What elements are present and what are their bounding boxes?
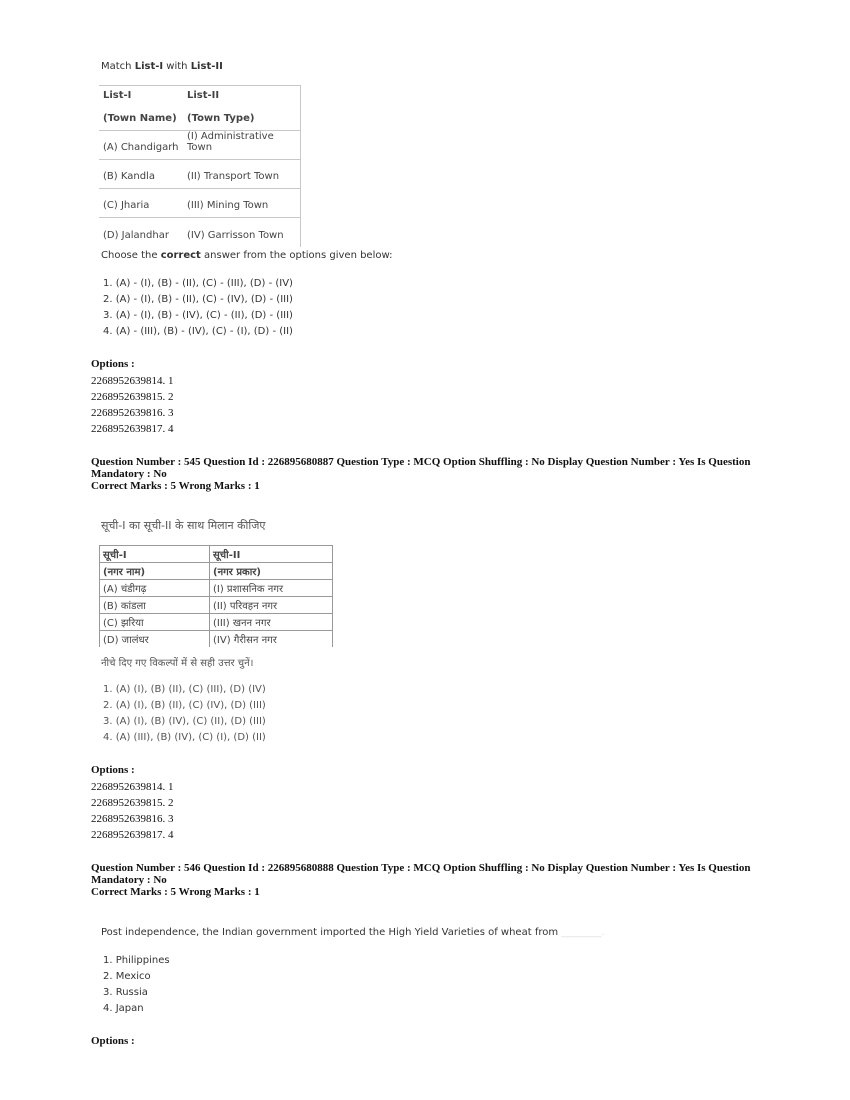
table-row (99, 218, 301, 247)
list-item: 2. (A) (I), (B) (II), (C) (IV), (D) (III) (103, 700, 266, 711)
choose-text: Choose the (101, 250, 161, 261)
table-header-cell: List-II (187, 90, 220, 101)
instruction-list2: List-II (190, 61, 223, 72)
table-cell: (III) Mining Town (183, 189, 301, 218)
table-cell: (III) खनन नगर (210, 614, 333, 631)
instruction-text: Match (101, 61, 135, 72)
options-list (91, 373, 174, 437)
option-item: 2268952639816. 3 (91, 813, 174, 825)
table-cell: (II) Transport Town (183, 160, 301, 189)
question-header-545 (91, 456, 791, 492)
option-item: 2268952639817. 4 (91, 829, 174, 841)
option-item: 2268952639814. 1 (91, 375, 174, 387)
table-cell: (D) जालंधर (100, 631, 210, 648)
instruction-list1: List-I (134, 61, 164, 72)
table-row (100, 597, 333, 614)
table-cell: (B) कांडला (100, 597, 210, 614)
table-row (99, 131, 301, 160)
choose-text: answer from the options given below: (200, 250, 393, 261)
answer-list-hindi (103, 682, 266, 746)
table-cell: (A) Chandigarh (99, 131, 183, 160)
question-marks: Correct Marks : 5 Wrong Marks : 1 (91, 886, 260, 898)
question-header-546 (91, 862, 791, 898)
hindi-choose-instruction: नीचे दिए गए विकल्पों में से सही उत्तर चुनें। (101, 658, 254, 669)
list-item: 3. (A) - (I), (B) - (IV), (C) - (II), (D) - (III) (103, 310, 293, 321)
table-subheader-cell: (Town Name) (99, 113, 183, 131)
question-meta: Mandatory : No (91, 874, 167, 886)
option-item: 2268952639815. 2 (91, 391, 174, 403)
table-header-cell: सूची-I (100, 546, 210, 563)
option-item: 2268952639814. 1 (91, 781, 174, 793)
table-cell: (IV) Garrisson Town (187, 229, 284, 241)
table-cell: (C) झरिया (100, 614, 210, 631)
table-row (99, 189, 301, 218)
options-label: Options : (91, 764, 135, 776)
table-row (99, 160, 301, 189)
match-table-english (99, 85, 301, 247)
options-list (91, 779, 174, 843)
question-text-546 (101, 927, 604, 938)
list-item: 4. (A) (III), (B) (IV), (C) (I), (D) (II) (103, 732, 266, 743)
list-item: 2. (A) - (I), (B) - (II), (C) - (IV), (D) - (III) (103, 294, 293, 305)
list-item: 2. Mexico (103, 971, 151, 982)
question-text: Post independence, the Indian government imported the High Yield Varieties of wheat from (101, 927, 559, 938)
table-row (100, 631, 333, 648)
options-label: Options : (91, 1035, 135, 1047)
table-cell: (I) प्रशासनिक नगर (210, 580, 333, 597)
question-marks: Correct Marks : 5 Wrong Marks : 1 (91, 480, 260, 492)
table-cell: (C) Jharia (99, 189, 183, 218)
question-blank: ________. (561, 927, 605, 938)
table-cell: (IV) गैरीसन नगर (210, 631, 333, 648)
table-row (100, 614, 333, 631)
table-cell: (II) परिवहन नगर (210, 597, 333, 614)
options-label: Options : (91, 358, 135, 370)
table-cell: (B) Kandla (99, 160, 183, 189)
list-item: 3. (A) (I), (B) (IV), (C) (II), (D) (III) (103, 716, 266, 727)
choose-bold: correct (160, 250, 201, 261)
table-cell: (A) चंडीगढ़ (100, 580, 210, 597)
match-table-hindi (99, 545, 333, 647)
table-subheader-cell: (Town Type) (183, 113, 301, 131)
table-header-cell: सूची-II (210, 546, 333, 563)
question-meta: Question Number : 545 Question Id : 226895680887 Question Type : MCQ Option Shuffling : No Display Question Number : Yes Is Question (91, 456, 751, 468)
instruction-text: with (163, 61, 191, 72)
table-cell: (I) Administrative Town (183, 131, 301, 160)
list-item: 4. (A) - (III), (B) - (IV), (C) - (I), (D) - (II) (103, 326, 293, 337)
table-row (100, 580, 333, 597)
question-instruction (101, 61, 223, 72)
option-item: 2268952639816. 3 (91, 407, 174, 419)
table-subheader-cell: (नगर प्रकार) (210, 563, 333, 580)
table-cell: (D) Jalandhar (103, 229, 169, 241)
table-header-cell: List-I (103, 90, 132, 101)
list-item: 4. Japan (103, 1003, 144, 1014)
hindi-instruction: सूची-I का सूची-II के साथ मिलान कीजिए (101, 519, 266, 532)
list-item: 3. Russia (103, 987, 148, 998)
answer-list-english (103, 276, 293, 340)
option-item: 2268952639815. 2 (91, 797, 174, 809)
list-item: 1. (A) (I), (B) (II), (C) (III), (D) (IV) (103, 684, 266, 695)
list-item: 1. Philippines (103, 955, 170, 966)
list-item: 1. (A) - (I), (B) - (II), (C) - (III), (D) - (IV) (103, 278, 293, 289)
answer-list-546 (103, 953, 170, 1017)
option-item: 2268952639817. 4 (91, 423, 174, 435)
question-meta: Question Number : 546 Question Id : 226895680888 Question Type : MCQ Option Shuffling : No Display Question Number : Yes Is Question (91, 862, 751, 874)
table-subheader-cell: (नगर नाम) (100, 563, 210, 580)
choose-instruction (101, 250, 392, 261)
question-meta: Mandatory : No (91, 468, 167, 480)
